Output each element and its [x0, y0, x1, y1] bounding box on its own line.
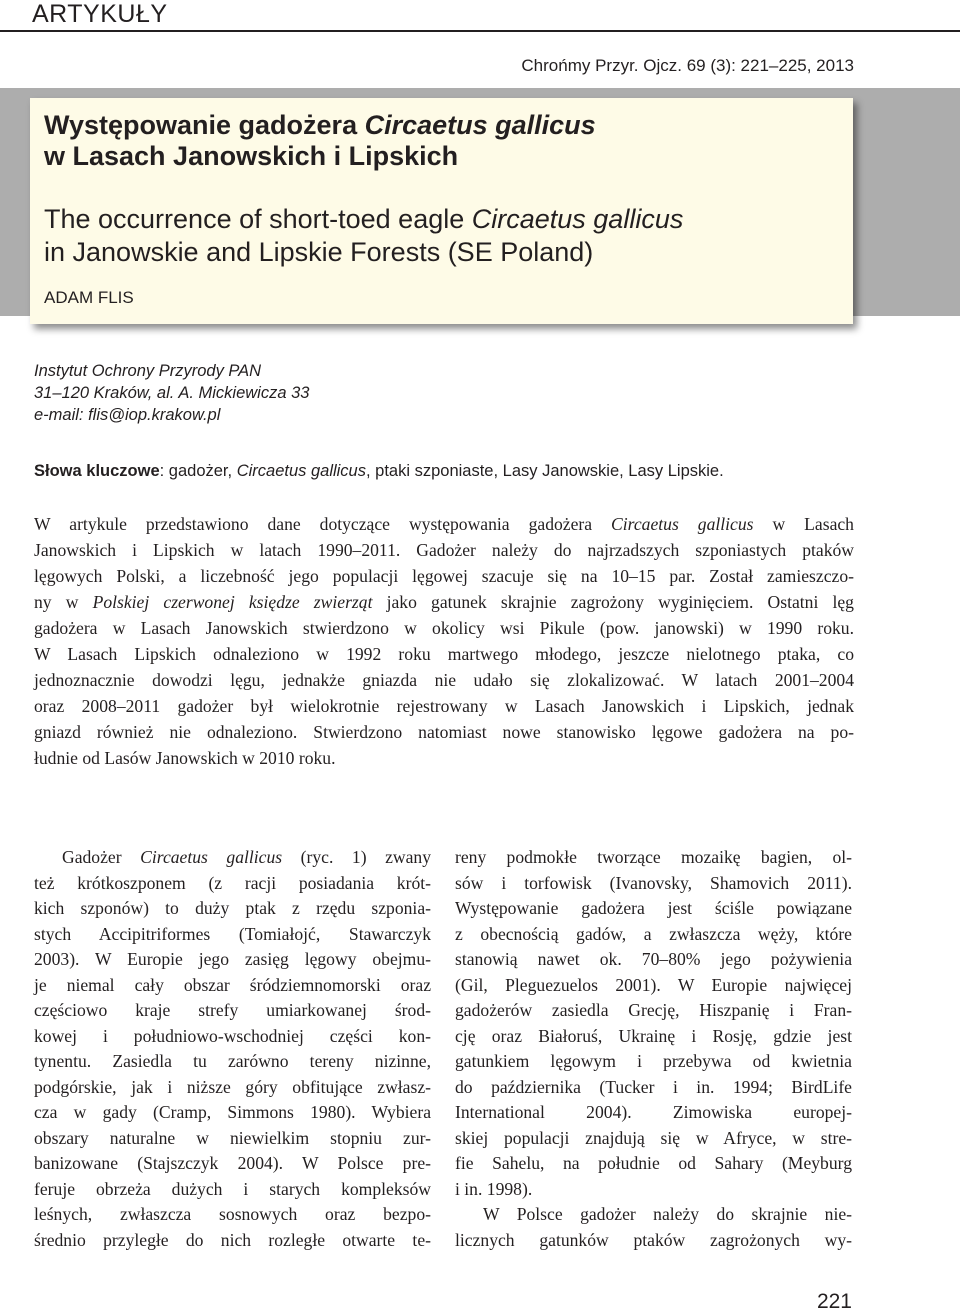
body-line: W Polsce gadożer należy do skrajnie nie-: [483, 1204, 852, 1224]
abstract-species: Circaetus gallicus: [611, 514, 754, 534]
body-column-right: [455, 845, 852, 1253]
title-polish: [44, 110, 824, 172]
page-number: 221: [816, 1290, 852, 1313]
abstract-line: lęgowych Polski, a liczebność jego populacji lęgowej szacuje się na 10–15 par. Został zamieszczo-: [34, 566, 854, 586]
body-line: (Gil, Pleguezuelos 2001). W Europie najwięcej: [455, 974, 852, 995]
body-line: cza w gady (Cramp, Simmons 1980). Wybiera: [34, 1102, 431, 1122]
title-polish-prefix: Występowanie gadożera: [44, 110, 365, 140]
abstract-line: jednoznacznie dowodzi lęgu, jednakże gniazda nie udało się zlokalizować. W latach 2001–2004: [34, 670, 854, 690]
title-polish-line2: w Lasach Janowskich i Lipskich: [44, 141, 459, 171]
abstract-line: [34, 589, 854, 615]
abstract-line: W Lasach Lipskich odnaleziono w 1992 roku martwego młodego, jeszcze nielotnego ptaka, co: [34, 644, 854, 664]
abstract-text: W artykule przedstawiono dane dotyczące występowania gadożera: [34, 514, 612, 534]
affiliation: [34, 360, 309, 426]
abstract-line: [34, 511, 854, 537]
abstract: [34, 511, 854, 771]
abstract-line: gadożera w Lasach Janowskich stwierdzono w okolicy wsi Pikule (pow. janowski) w 1990 roku.: [34, 618, 854, 638]
body-line: banizowane (Stajszczyk 2004). W Polsce pre-: [34, 1153, 431, 1173]
abstract-red-book: Polskiej czerwonej księdze zwierząt: [92, 592, 373, 612]
abstract-text: w Lasach: [753, 514, 854, 534]
abstract-line: oraz 2008–2011 gadożer był wielokrotnie rejestrowany w Lasach Janowskich i Lipskich, jednak: [34, 696, 854, 716]
affiliation-institute: Instytut Ochrony Przyrody PAN: [34, 362, 262, 380]
affiliation-address: 31–120 Kraków, al. A. Mickiewicza 33: [34, 384, 310, 402]
body-line: licznych gatunków ptaków zagrożonych wy-: [455, 1229, 852, 1250]
body-text: Gadożer: [62, 847, 141, 867]
body-line: stych Accipitriformes (Tomiałojć, Stawarczyk: [34, 923, 431, 944]
abstract-line: łudnie od Lasów Janowskich w 2010 roku.: [34, 748, 336, 768]
body-line: z obecnością gadów, a zwłaszcza węży, które: [455, 923, 852, 944]
body-line: sów i torfowisk (Ivanovsky, Shamovich 2011).: [455, 872, 852, 893]
body-line: do października (Tucker i in. 1994; BirdLife: [455, 1076, 852, 1097]
title-polish-species: Circaetus gallicus: [364, 110, 596, 140]
title-english-species: Circaetus gallicus: [471, 204, 684, 234]
title-english-line2: in Janowskie and Lipskie Forests (SE Poland): [44, 237, 594, 267]
body-line: leśnych, zwłaszcza sosnowych oraz bezpo-: [34, 1204, 431, 1224]
body-line: International 2004). Zimowiska europej-: [455, 1102, 852, 1122]
body-line: reny podmokłe tworzące mozaikę bagien, ol-: [455, 847, 852, 867]
body-line: tynentu. Zasiedla tu zarówno tereny nizinne,: [34, 1051, 431, 1071]
journal-citation: Chrońmy Przyr. Ojcz. 69 (3): 221–225, 2013: [521, 56, 854, 75]
body-line: je niemal cały obszar śródziemnomorski oraz: [34, 974, 431, 995]
author-name: ADAM FLIS: [44, 288, 134, 307]
keywords-sep: : gadożer,: [159, 462, 237, 480]
keywords-species: Circaetus gallicus: [236, 462, 366, 480]
body-line: podgórskie, jak i niższe góry obfitujące zwłasz-: [34, 1076, 431, 1097]
body-line: i in. 1998).: [455, 1178, 533, 1199]
body-line: Występowanie gadożera jest ściśle powiązane: [455, 898, 852, 918]
body-line: częściowo kraje strefy umiarkowanej środ-: [34, 1000, 431, 1020]
body-line: 2003). W Europie jego zasięg lęgowy obejmu-: [34, 949, 431, 969]
body-text: (ryc. 1) zwany: [282, 847, 432, 867]
body-line: skiej populacji znajdują się w Afryce, w stre-: [455, 1127, 852, 1148]
section-label: ARTYKUŁY: [32, 0, 168, 28]
affiliation-email: e-mail: flis@iop.krakow.pl: [34, 406, 221, 424]
body-line: też krótkoszponem (z racji posiadania krót-: [34, 872, 431, 893]
abstract-line: gniazd również nie odnaleziono. Stwierdzono natomiast nowe stanowisko lęgowe gadożera na po-: [34, 722, 854, 742]
body-line: cję oraz Białoruś, Ukrainę i Rosję, gdzie jest: [455, 1025, 852, 1046]
body-line: kich szponów) to duży ptak z rzędu szponia-: [34, 898, 431, 918]
body-line: stanowią nawet ok. 70–80% jego pożywienia: [455, 949, 852, 969]
title-box: [30, 98, 853, 324]
body-line: [34, 845, 431, 871]
keywords: [34, 462, 934, 481]
abstract-line: Janowskich i Lipskich w latach 1990–2011. Gadożer należy do najrzadszych szponiastych ptaków: [34, 540, 854, 560]
section-divider: [0, 30, 960, 32]
title-english-prefix: The occurrence of short-toed eagle: [44, 204, 472, 234]
title-english: [44, 203, 834, 269]
keywords-label: Słowa kluczowe: [34, 462, 160, 480]
body-line: gatunkiem lęgowym i przebywa od kwietnia: [455, 1051, 852, 1071]
body-column-left: [34, 845, 431, 1253]
keywords-rest: , ptaki szponiaste, Lasy Janowskie, Lasy Lipskie.: [366, 462, 724, 480]
abstract-text: ny w: [34, 592, 93, 612]
body-line: feruje obrzeża dużych i starych kompleksów: [34, 1178, 431, 1199]
body-species: Circaetus gallicus: [140, 847, 283, 867]
body-line: obszary naturalne w niewielkim stopniu zur-: [34, 1127, 431, 1148]
body-line: gadożerów zasiedla Grecję, Hiszpanię i Fran-: [455, 1000, 852, 1020]
body-line: średnio przyległe do nich rozległe otwarte te-: [34, 1229, 431, 1250]
body-line: kowej i południowo-wschodniej części kon-: [34, 1025, 431, 1046]
body-line: fie Sahelu, na południe od Sahary (Meyburg: [455, 1153, 852, 1173]
abstract-text: jako gatunek skrajnie zagrożony wyginięciem. Ostatni lęg: [372, 592, 854, 612]
